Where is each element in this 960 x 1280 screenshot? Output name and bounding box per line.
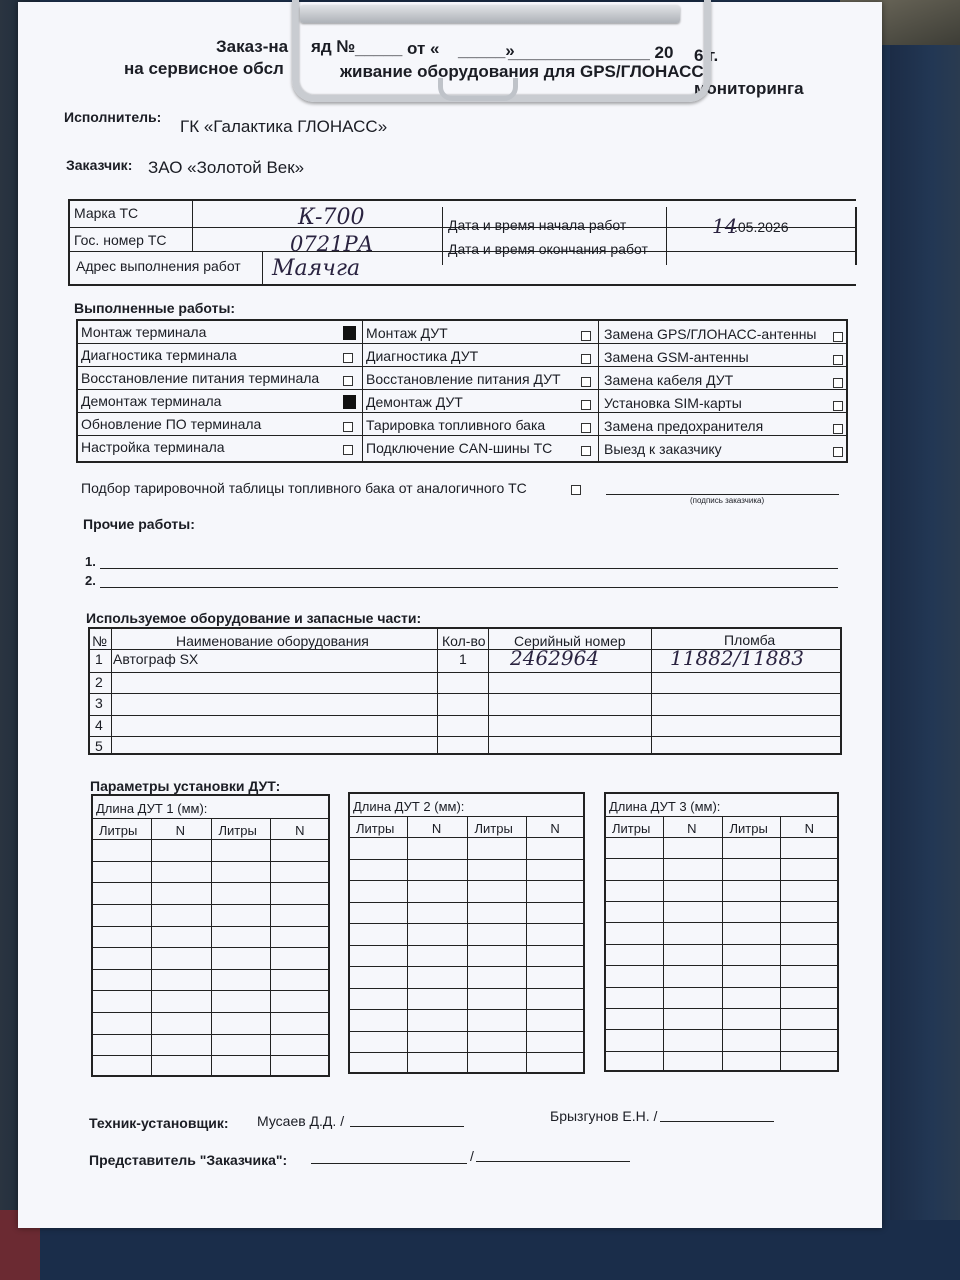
- plate-label: Гос. номер ТС: [74, 232, 167, 248]
- equipment-row-seal: 11882/11883: [670, 646, 804, 670]
- customer-label: Заказчик:: [66, 157, 133, 173]
- address-label: Адрес выполнения работ: [76, 258, 241, 274]
- work-item-checkbox[interactable]: [343, 353, 353, 363]
- equipment-row-number: 3: [95, 695, 103, 711]
- title-line2-part-b: живание оборудования для GPS/ГЛОНАСС: [340, 62, 704, 81]
- equipment-header-seal: Пломба: [724, 632, 776, 648]
- customer-rep-signature-line[interactable]: [476, 1161, 630, 1162]
- work-item-checkbox-checked[interactable]: [343, 395, 356, 409]
- work-item-label: Монтаж ДУТ: [366, 325, 448, 341]
- customer-rep-label: Представитель "Заказчика":: [89, 1152, 288, 1168]
- work-item-checkbox[interactable]: [833, 401, 843, 411]
- dut-column-header: Литры: [474, 821, 513, 836]
- work-item-checkbox[interactable]: [581, 400, 591, 410]
- work-item-checkbox[interactable]: [581, 377, 591, 387]
- work-item-checkbox[interactable]: [343, 376, 353, 386]
- equipment-row-qty: 1: [459, 651, 467, 667]
- dut-length-caption: Длина ДУТ 2 (мм):: [353, 799, 465, 814]
- dut-column-header: Литры: [729, 821, 768, 836]
- other-works-line-1[interactable]: [100, 568, 838, 569]
- binder-clip-loop: [438, 78, 518, 101]
- work-order-sheet: [18, 2, 882, 1228]
- work-item-checkbox-checked[interactable]: [343, 326, 356, 340]
- work-item-label: Замена GSM-антенны: [604, 349, 749, 365]
- title-line2-part-a: на сервисное обсл: [124, 59, 284, 78]
- end-datetime-label: Дата и время окончания работ: [448, 241, 648, 257]
- work-item-checkbox[interactable]: [581, 423, 591, 433]
- equipment-row-number: 4: [95, 717, 103, 733]
- equipment-header-serial: Серийный номер: [514, 633, 626, 649]
- brand-label: Марка ТС: [74, 205, 139, 221]
- work-item-checkbox[interactable]: [581, 446, 591, 456]
- dut-column-header: N: [295, 823, 305, 838]
- dut-column-header: N: [175, 823, 186, 838]
- customer-value: ЗАО «Золотой Век»: [148, 158, 305, 177]
- other-works-line-1-number: 1.: [85, 554, 96, 569]
- equipment-row-number: 2: [95, 674, 103, 690]
- work-item-label: Настройка терминала: [81, 439, 225, 455]
- work-item-checkbox[interactable]: [581, 331, 591, 341]
- other-works-line-2[interactable]: [100, 587, 838, 588]
- equipment-header-number: №: [92, 633, 108, 649]
- work-item-checkbox[interactable]: [833, 355, 843, 365]
- other-works-line-2-number: 2.: [85, 573, 96, 588]
- work-item-label: Обновление ПО терминала: [81, 416, 262, 432]
- works-title: Выполненные работы:: [74, 300, 236, 316]
- customer-signature-caption: (подпись заказчика): [690, 496, 765, 505]
- dut-column-header: Литры: [99, 823, 138, 838]
- work-item-label: Замена GPS/ГЛОНАСС-антенны: [604, 326, 817, 342]
- calibration-checkbox[interactable]: [571, 485, 581, 495]
- title-line1-part-d: _____»: [458, 41, 515, 60]
- dut-column-header: N: [550, 821, 560, 836]
- work-item-label: Демонтаж ДУТ: [366, 394, 463, 410]
- dut-column-header: Литры: [218, 823, 257, 838]
- work-item-label: Тарировка топливного бака: [366, 417, 546, 433]
- work-item-label: Подключение CAN-шины ТС: [366, 440, 553, 456]
- brand-handwritten-value: К-700: [298, 205, 365, 230]
- work-item-label: Замена кабеля ДУТ: [604, 372, 734, 388]
- work-item-label: Восстановление питания терминала: [81, 370, 320, 386]
- work-item-label: Монтаж терминала: [81, 324, 207, 340]
- work-item-checkbox[interactable]: [833, 332, 843, 342]
- customer-rep-slash: /: [470, 1148, 474, 1164]
- equipment-header-name: Наименование оборудования: [176, 633, 369, 649]
- technician-label: Техник-установщик:: [89, 1115, 229, 1131]
- dut-column-header: Литры: [612, 821, 651, 836]
- start-date-rest: .05.2026: [734, 219, 789, 235]
- executor-label: Исполнитель:: [64, 109, 162, 125]
- dut-column-header: N: [804, 821, 815, 836]
- binder-clip-bar: [300, 5, 680, 23]
- title-line1-part-b: яд №: [311, 37, 356, 56]
- title-line1-part-a: Заказ-на: [216, 37, 289, 56]
- work-item-checkbox[interactable]: [833, 424, 843, 434]
- equipment-row-serial: 2462964: [510, 646, 600, 670]
- customer-signature-line: [606, 494, 839, 495]
- address-handwritten-value: Маячга: [272, 256, 361, 281]
- technician-2-name: Брызгунов Е.Н. /: [550, 1108, 658, 1124]
- technician-1-name: Мусаев Д.Д. /: [257, 1113, 345, 1129]
- dut-column-header: N: [687, 821, 697, 836]
- equipment-row-number: 1: [95, 651, 103, 667]
- title-line1-part-c: _____ от «: [355, 39, 440, 58]
- equipment-row-number: 5: [95, 738, 103, 754]
- dut-length-caption: Длина ДУТ 3 (мм):: [609, 799, 721, 814]
- work-item-label: Выезд к заказчику: [604, 441, 722, 457]
- plate-handwritten-value: 0721РА: [290, 232, 374, 256]
- work-item-label: Диагностика терминала: [81, 347, 237, 363]
- title-line1-part-f: 6 г.: [694, 46, 719, 65]
- executor-value: ГК «Галактика ГЛОНАСС»: [180, 117, 388, 136]
- title-line1-part-e: _______________ 20: [508, 43, 674, 62]
- work-item-checkbox[interactable]: [833, 447, 843, 457]
- technician-1-signature-line[interactable]: [350, 1126, 464, 1127]
- work-item-label: Диагностика ДУТ: [366, 348, 479, 364]
- dut-length-caption: Длина ДУТ 1 (мм):: [96, 801, 208, 816]
- work-item-label: Восстановление питания ДУТ: [366, 371, 561, 387]
- technician-2-signature-line[interactable]: [660, 1121, 774, 1122]
- equipment-title: Используемое оборудование и запасные части:: [86, 610, 422, 626]
- dut-title: Параметры установки ДУТ:: [90, 778, 281, 794]
- work-item-label: Замена предохранителя: [604, 418, 764, 434]
- start-day-handwritten: 14: [712, 214, 738, 238]
- start-datetime-label: Дата и время начала работ: [448, 217, 627, 233]
- work-item-checkbox[interactable]: [343, 445, 353, 455]
- work-item-checkbox[interactable]: [343, 422, 353, 432]
- folder-bottom: [0, 1220, 960, 1280]
- equipment-header-qty: Кол-во: [442, 633, 486, 649]
- work-item-checkbox[interactable]: [833, 378, 843, 388]
- dut-column-header: N: [431, 821, 442, 836]
- dut-column-header: Литры: [356, 821, 395, 836]
- work-item-checkbox[interactable]: [581, 354, 591, 364]
- equipment-row-name: Автограф SX: [113, 651, 199, 667]
- customer-rep-name-line[interactable]: [311, 1163, 467, 1164]
- calibration-label: Подбор тарировочной таблицы топливного бака от аналогичного ТС: [81, 480, 527, 496]
- work-item-label: Установка SIM-карты: [604, 395, 742, 411]
- folder-edge-right: [890, 0, 960, 1280]
- title-line2-part-c: мониторинга: [694, 79, 804, 98]
- work-item-label: Демонтаж терминала: [81, 393, 222, 409]
- other-works-title: Прочие работы:: [83, 516, 195, 532]
